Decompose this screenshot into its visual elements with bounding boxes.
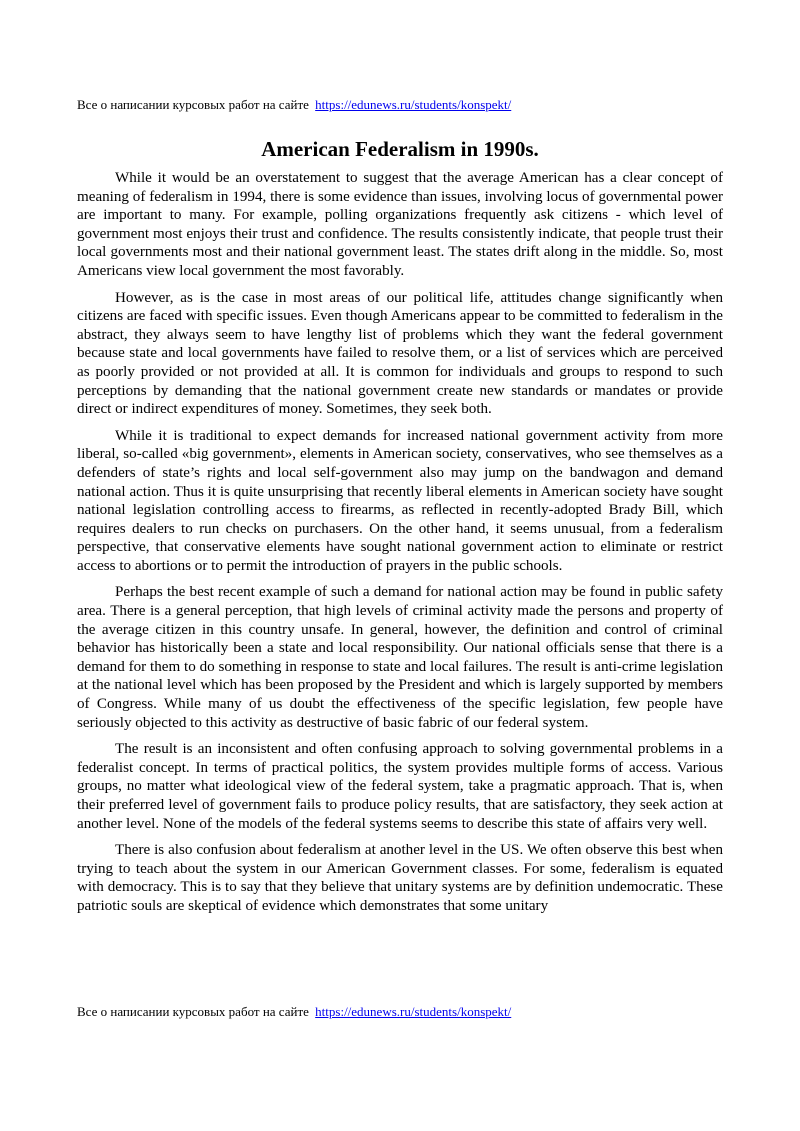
paragraph: The result is an inconsistent and often confusing approach to solving governmental problems in a federalist concept. In terms of practical politics, the system provides multiple forms of access. Various groups, no matter what ideological view of the federal system, take a pragmatic approach. That is, when their preferred level of government fails to produce policy results, that are satisfactory, they seek action at another level. None of the models of the federal systems seems to describe this state of affairs very well.	[77, 741, 723, 832]
paragraph: While it is traditional to expect demands for increased national government activity from more liberal, so-called «big government», elements in American society, conservatives, who see themselves as a defenders of state’s rights and local self-government also may jump on the bandwagon and demand national action. Thus it is quite unsurprising that recently liberal elements in American society have sought national legislation controlling access to firearms, as reflected in recently-adopted Brady Bill, which requires dealers to run checks on purchasers. On the other hand, it seems unusual, from a federalism perspective, that conservative elements have sought national government action to eliminate or restrict access to abortions or to permit the introduction of prayers in the public schools.	[77, 427, 723, 574]
page-header	[77, 97, 511, 113]
paragraph: There is also confusion about federalism at another level in the US. We often observe this best when trying to teach about the system in our American Government classes. For some, federalism is equated with democracy. This is to say that they believe that unitary systems are by definition undemocratic. These patriotic souls are skeptical of evidence which demonstrates that some unitary	[77, 842, 723, 914]
paragraph: Perhaps the best recent example of such a demand for national action may be found in public safety area. There is a general perception, that high levels of criminal activity made the persons and property of the average citizen in this country unsafe. In general, however, the definition and control of criminal behavior has historically been a state and local responsibility. Our national officials sense that there is a demand for them to do something in response to state and local failures. The result is anti-crime legislation at the national level which has been proposed by the President and which is largely supported by members of Congress. While many of us doubt the effectiveness of the specific legislation, few people have seriously objected to this activity as destructive of basic fabric of our federal system.	[77, 584, 723, 731]
paragraph: However, as is the case in most areas of our political life, attitudes change significantly when citizens are faced with specific issues. Even though Americans appear to be committed to federalism in the abstract, they always seem to have lengthy list of problems which they want the federal government because state and local governments have failed to resolve them, or a list of services which are perceived as poorly provided or not provided at all. It is common for individuals and groups to respond to such perceptions by demanding that the national government create new standards or mandates or provide direct or indirect expenditures of money. Sometimes, they seek both.	[77, 289, 723, 418]
document-title: American Federalism in 1990s.	[261, 137, 539, 161]
footer-text: Все о написании курсовых работ на сайте	[77, 1004, 309, 1019]
footer-site-link[interactable]: https://edunews.ru/students/konspekt/	[315, 1004, 512, 1019]
paragraph: While it would be an overstatement to suggest that the average American has a clear concept of meaning of federalism in 1994, there is some evidence than issues, involving locus of governmental power are important to many. For example, polling organizations frequently ask citizens - which level of government most enjoys their trust and confidence. The results consistently indicate, that people trust their local governments most and their national government least. The states drift along in the middle. So, most Americans view local government the most favorably.	[77, 170, 723, 279]
header-text: Все о написании курсовых работ на сайте	[77, 97, 309, 112]
document-body	[77, 169, 723, 924]
header-site-link[interactable]: https://edunews.ru/students/konspekt/	[315, 97, 512, 112]
page-footer	[77, 1004, 511, 1020]
